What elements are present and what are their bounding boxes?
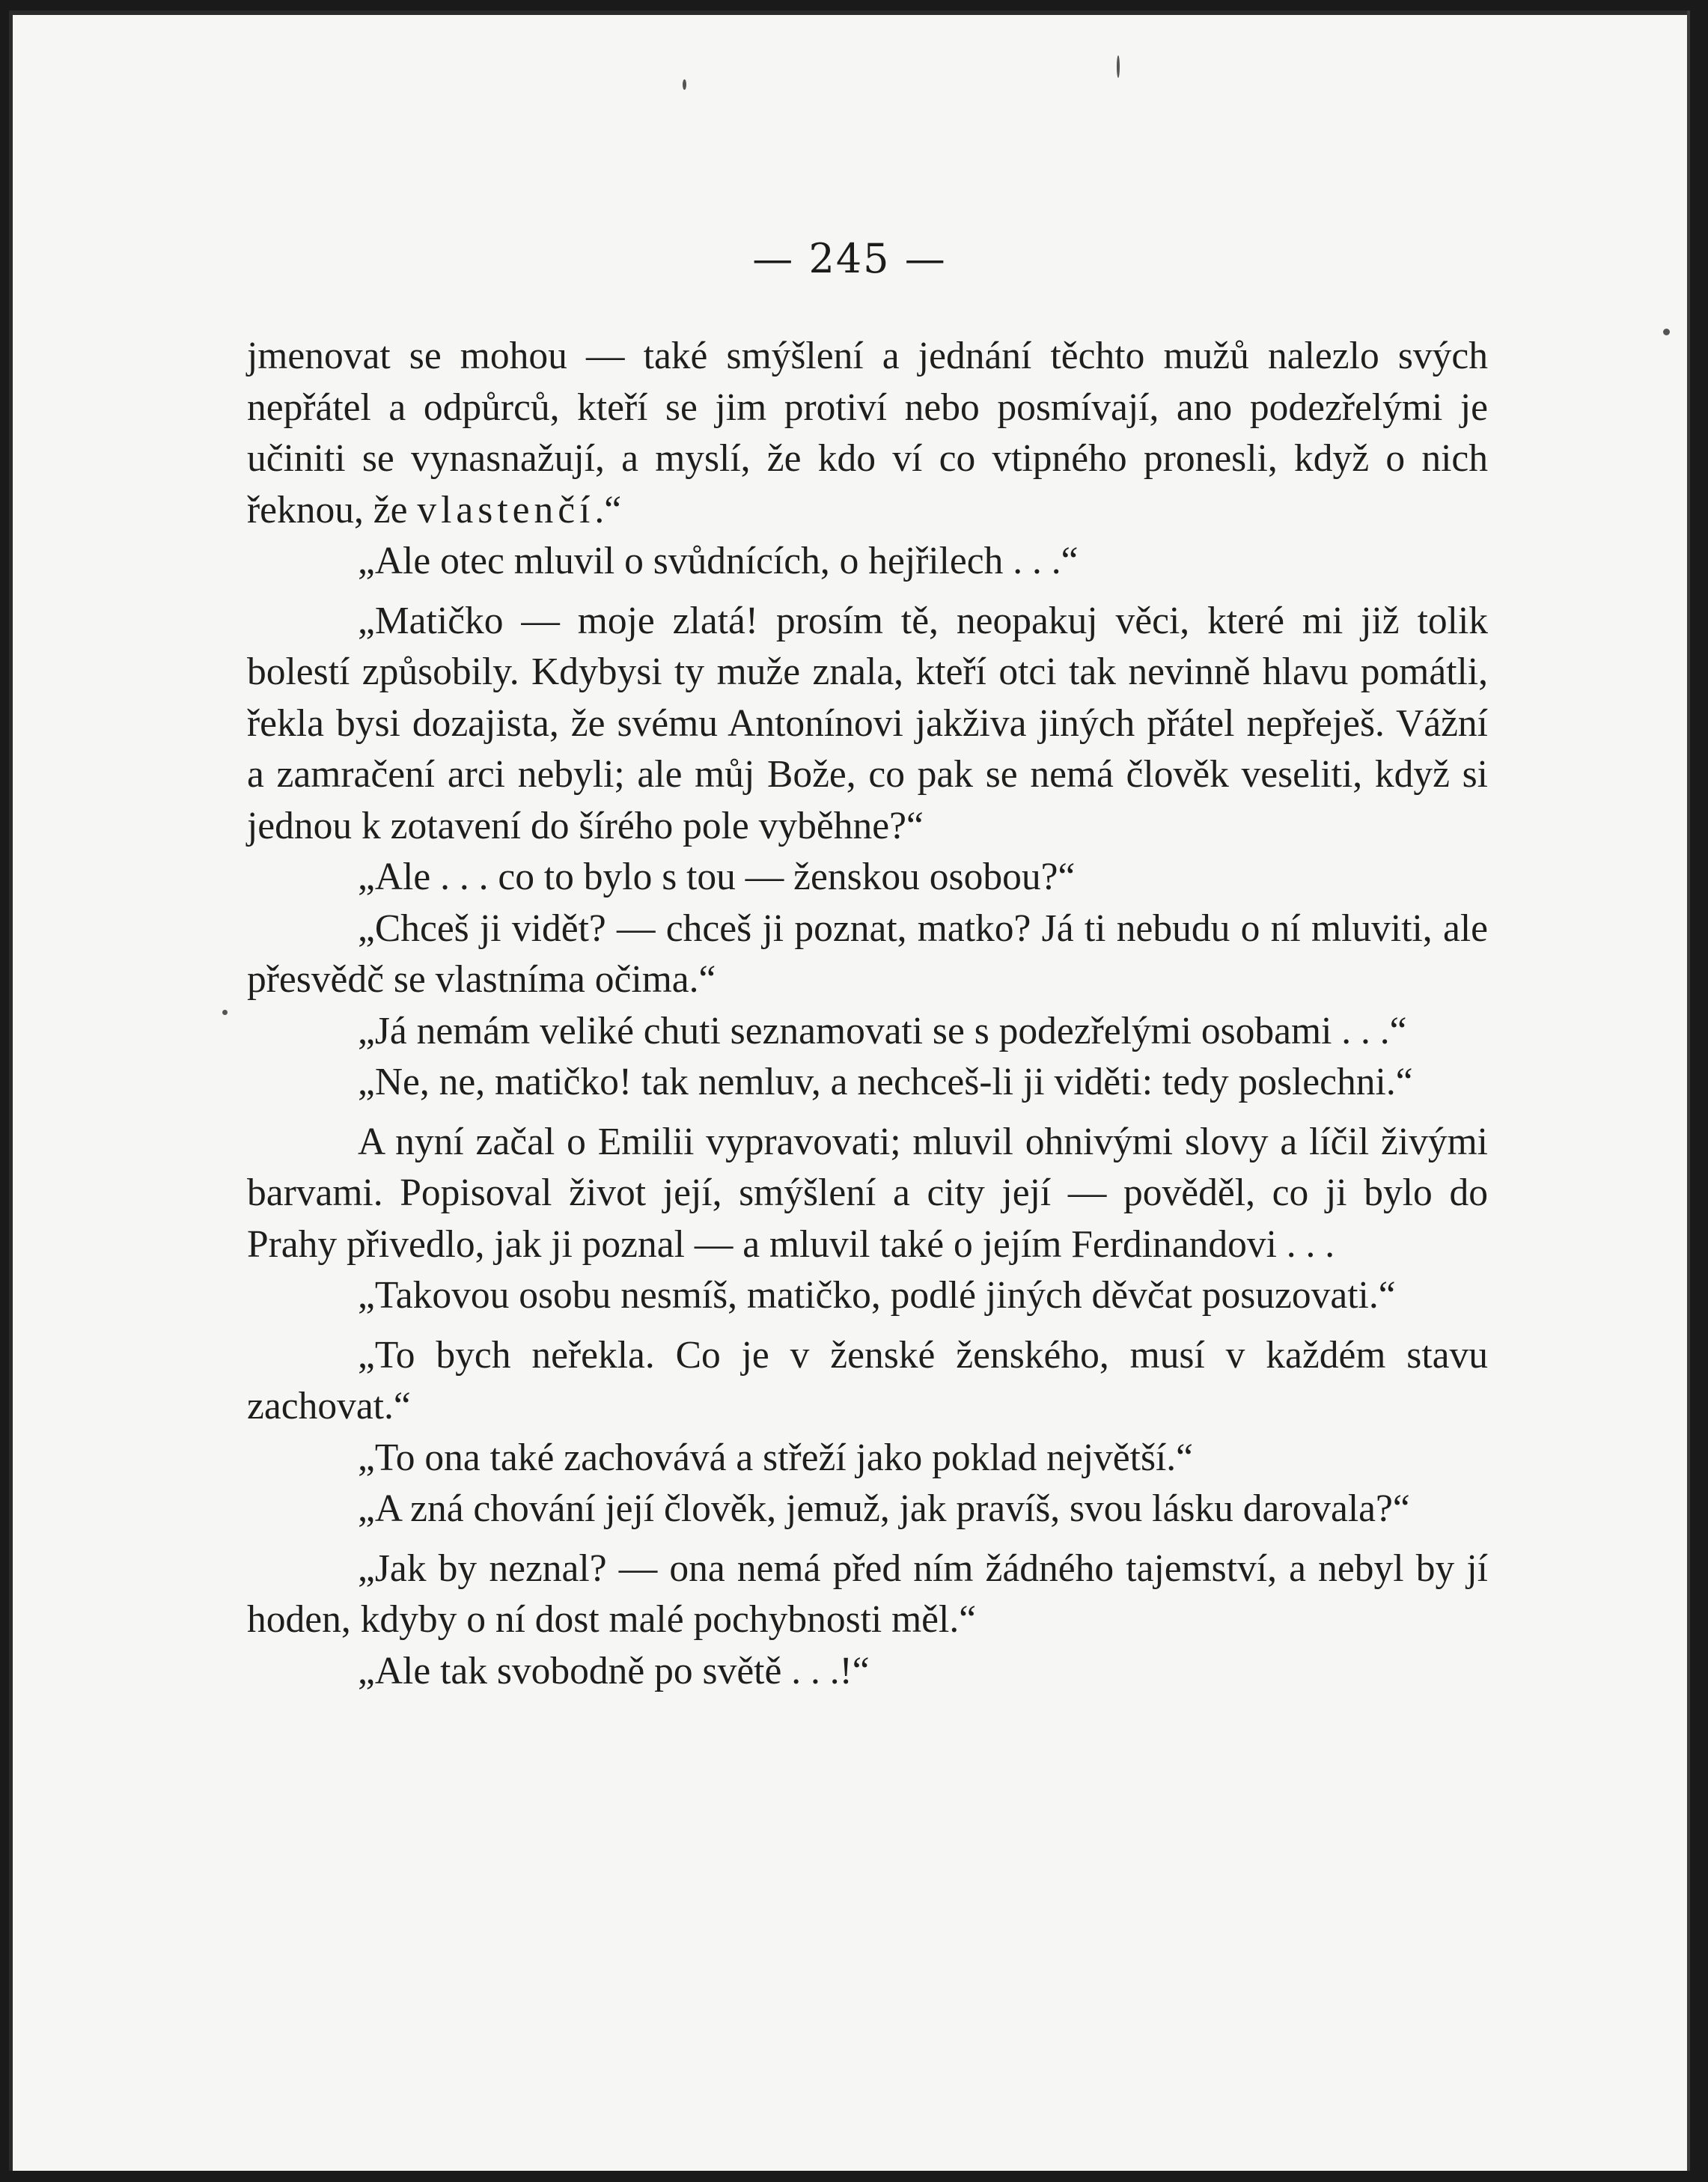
scan-edge-left — [9, 10, 13, 2171]
scan-speck — [1663, 329, 1670, 335]
paragraph: „Ne, ne, matičko! tak nemluv, a nechceš-li ji viděti: tedy poslechni.“ — [358, 1061, 1413, 1103]
page-number: — 245 — — [752, 235, 947, 282]
scan-speck — [222, 1010, 228, 1015]
paragraph-text-end: .“ — [594, 488, 622, 531]
book-page — [9, 10, 1690, 2171]
paragraph: „Takovou osobu nesmíš, matičko, podlé jiných děvčat posuzovati.“ — [358, 1274, 1396, 1317]
paragraph: „Ale otec mluvil o svůdnících, o hejřilech . . .“ — [358, 540, 1079, 582]
paragraph: „A zná chování její člověk, jemuž, jak pravíš, svou lásku darovala?“ — [358, 1487, 1410, 1530]
scan-edge-top — [9, 10, 1690, 15]
paragraph: „To ona také zachovává a střeží jako poklad největší.“ — [358, 1436, 1194, 1479]
scan-speck — [683, 79, 686, 90]
paragraph-text: jmenovat se mohou — také smýšlení a jednání těchto mužů nalezlo svých nepřátel a odpůrců, kteří se jim protiví nebo posmívají, ano podezřelými je učiniti se vynasnažují, a myslí, že kdo ví co vtipného pronesli, když o nich řeknou, že — [247, 335, 1488, 531]
paragraph: „Já nemám veliké chuti seznamovati se s podezřelými osobami . . .“ — [358, 1009, 1407, 1052]
emphasized-word: vlastenčí — [417, 488, 595, 531]
paragraph: „Chceš ji vidět? — chceš ji poznat, matko? Já ti nebudu o ní mluviti, ale přesvědč se vlastníma očima.“ — [247, 906, 1488, 1001]
scan-speck — [1117, 55, 1120, 78]
body-text — [247, 331, 1488, 1697]
paragraph: „Ale tak svobodně po světě . . .!“ — [358, 1649, 870, 1692]
paragraph: „Ale . . . co to bylo s tou — ženskou osobou?“ — [358, 856, 1076, 898]
paragraph: „Matičko — moje zlatá! prosím tě, neopakuj věci, které mi již tolik bolestí způsobily. Kdybysi ty muže znala, kteří otci tak nevinně hlavu pomátli, řekla bysi dozajista, že svému Antonínovi jakživa jiných přátel nepřeješ. Vážní a zamračení arci nebyli; ale můj Bože, co pak se nemá člověk veseliti, když si jednou k zotavení do šírého pole vyběhne?“ — [247, 599, 1488, 847]
paragraph: „To bych neřekla. Co je v ženské ženského, musí v každém stavu zachovat.“ — [247, 1333, 1488, 1427]
paragraph — [247, 331, 1488, 536]
paragraph: A nyní začal o Emilii vypravovati; mluvil ohnivými slovy a líčil živými barvami. Popisoval život její, smýšlení a city její — pověděl, co ji bylo do Prahy přivedlo, jak ji poznal — a mluvil také o jejím Ferdinandovi . . . — [247, 1120, 1488, 1266]
paragraph: „Jak by neznal? — ona nemá před ním žádného tajemství, a nebyl by jí hoden, kdyby o ní dost malé pochybnosti měl.“ — [247, 1546, 1488, 1641]
scan-edge-right — [1687, 10, 1690, 2171]
